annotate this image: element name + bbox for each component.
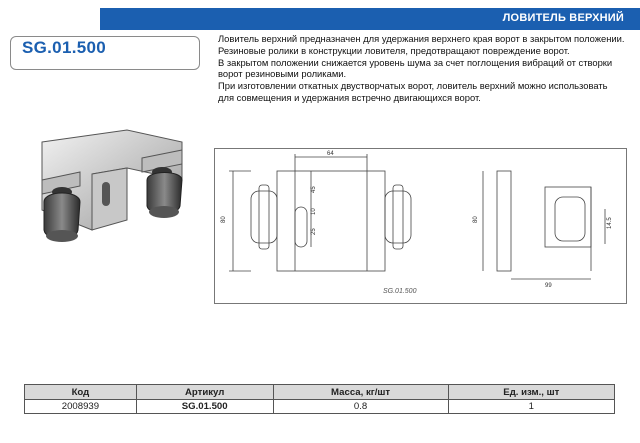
description-paragraph: В закрытом положении снижается уровень шума за счет поглощения вибраций от створки ворот резиновыми роликами.	[218, 56, 613, 80]
product-photo	[32, 120, 212, 260]
table-cell-unit: 1	[448, 400, 614, 414]
description-paragraph: Резиновые ролики в конструкции ловителя, предотвращают повреждение ворот.	[218, 44, 570, 56]
dim-h1: 45	[311, 186, 317, 193]
page-title: ЛОВИТЕЛЬ ВЕРХНИЙ	[502, 12, 624, 24]
table-cell-code: 2008939	[25, 400, 137, 414]
spec-table	[24, 384, 615, 414]
table-cell-article: SG.01.500	[136, 400, 273, 414]
table-cell-mass: 0.8	[273, 400, 448, 414]
drawing-label: SG.01.500	[383, 288, 417, 295]
description-paragraph: При изготовлении откатных двустворчатых ворот, ловитель верхний можно использовать для совмещения и удержания встречно двигающихся ворот.	[218, 80, 608, 103]
description	[218, 33, 626, 104]
table-header: Код	[25, 385, 137, 400]
table-header: Ед. изм., шт	[448, 385, 614, 400]
technical-drawing	[214, 148, 627, 304]
table-row	[25, 400, 615, 414]
table-header-row	[25, 385, 615, 400]
product-code: SG.01.500	[22, 38, 106, 57]
dim-side-small: 14.5	[607, 217, 613, 229]
dim-side-height: 80	[473, 216, 479, 223]
dim-h2: 10	[311, 208, 317, 215]
dim-side-width: 99	[545, 283, 552, 289]
dim-h3: 25	[311, 228, 317, 235]
description-paragraph: Ловитель верхний предназначен для удержания верхнего края ворот в закрытом положении.	[218, 33, 625, 44]
table-header: Масса, кг/шт	[273, 385, 448, 400]
header-bar	[100, 8, 640, 30]
dim-left: 80	[221, 216, 227, 223]
table-header: Артикул	[136, 385, 273, 400]
dim-top: 64	[327, 151, 334, 157]
